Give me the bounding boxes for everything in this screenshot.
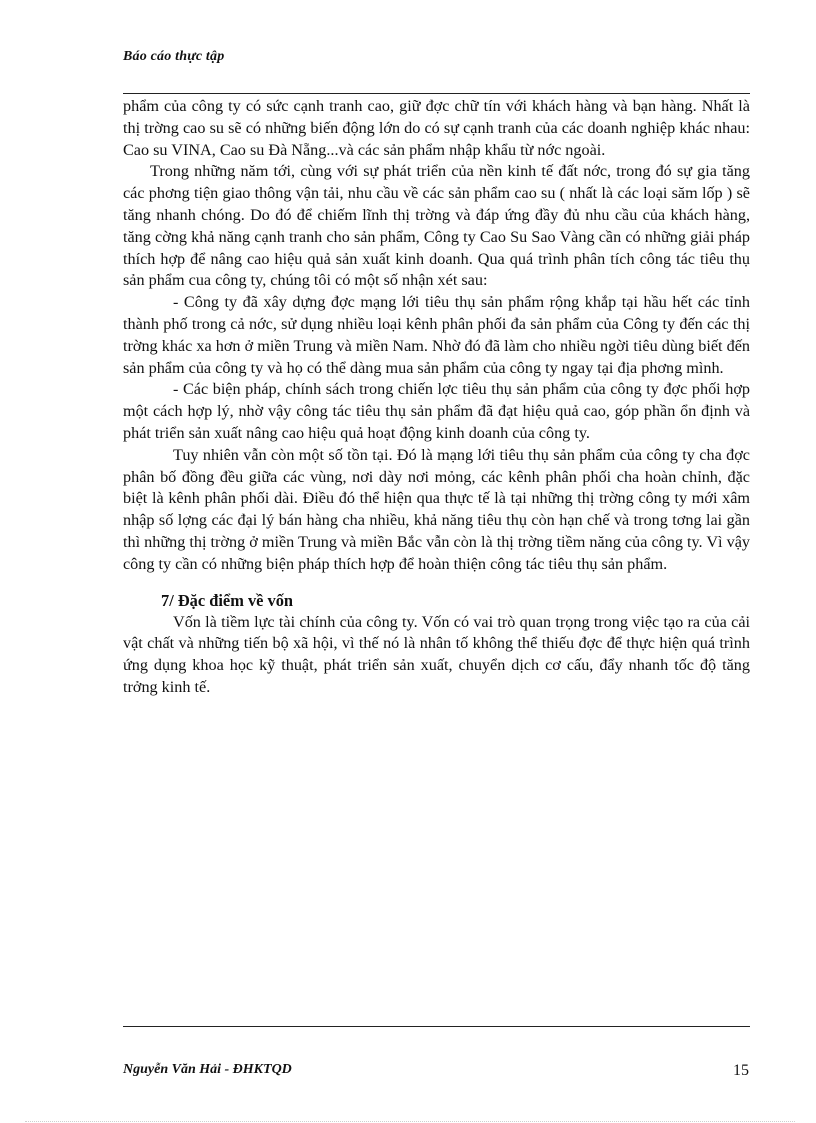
header-divider bbox=[123, 93, 750, 94]
section-heading-capital: 7/ Đặc điểm về vốn bbox=[161, 590, 294, 610]
paragraph-observation-policy: - Các biện pháp, chính sách trong chiến lợc tiêu thụ sản phẩm của công ty đợc phối hợp một cách hợp lý, nhờ vậy công tác tiêu thụ sản phẩm đã đạt hiệu quả cao, góp phần ổn định và phát triển sản xuất nâng cao hiệu quả hoạt động kinh doanh của công ty. bbox=[123, 380, 750, 442]
footer-author: Nguyễn Văn Hải - ĐHKTQD bbox=[123, 1062, 292, 1077]
paragraph-capital: Vốn là tiềm lực tài chính của công ty. Vốn có vai trò quan trọng trong việc tạo ra của cải vật chất và những tiến bộ xã hội, vì thế nó là nhân tố không thể thiếu đợc để thực hiện quá trình ứng dụng khoa học kỹ thuật, phát triển sản xuất, chuyển dịch cơ cấu, đẩy nhanh tốc độ tăng trởng kinh tế. bbox=[123, 612, 750, 696]
paragraph-shortcomings: Tuy nhiên vẫn còn một số tồn tại. Đó là mạng lới tiêu thụ sản phẩm của công ty cha đợc phân bố đồng đều giữa các vùng, nơi dày nơi mỏng, các kênh phân phối cha hoàn chỉnh, đặc biệt là kênh phân phối dài. Điều đó thể hiện qua thực tế là tại những thị trờng công ty mới xâm nhập số lợng các đại lý bán hàng cha nhiều, khả năng tiêu thụ còn hạn chế và trong tơng lai gần thì những thị trờng ở miền Trung và miền Bắc vẫn còn là thị trờng tiềm năng của công ty. Vì vậy công ty cần có những biện pháp thích hợp để hoàn thiện công tác tiêu thụ sản phẩm. bbox=[123, 445, 750, 573]
paragraph-continuation: phẩm của công ty có sức cạnh tranh cao, giữ đợc chữ tín với khách hàng và bạn hàng. Nhất là thị trờng cao su sẽ có những biến động lớn do có sự cạnh tranh của các doanh nghiệp khác nhau: Cao su VINA, Cao su Đà Nẵng...và các sản phẩm nhập khẩu từ nớc ngoài. bbox=[123, 97, 750, 159]
page-edge-divider bbox=[25, 1121, 795, 1122]
paragraph-market-outlook: Trong những năm tới, cùng với sự phát triển của nền kinh tế đất nớc, trong đó sự gia tăng các phơng tiện giao thông vận tải, nhu cầu về các sản phẩm cao su ( nhất là các loại săm lốp ) sẽ tăng nhanh chóng. Do đó để chiếm lĩnh thị trờng và đáp ứng đầy đủ nhu cầu của khách hàng, tăng cờng khả năng cạnh tranh cho sản phẩm, Công ty Cao Su Sao Vàng cần có những giải pháp thích hợp để nâng cao hiệu quả sản xuất kinh doanh. Qua quá trình phân tích công tác tiêu thụ sản phẩm cua công ty, chúng tôi có một số nhận xét sau: bbox=[123, 162, 750, 290]
footer-divider bbox=[123, 1026, 750, 1027]
paragraph-observation-network: - Công ty đã xây dựng đợc mạng lới tiêu thụ sản phẩm rộng khắp tại hầu hết các tỉnh thành phố trong cả nớc, sử dụng nhiều loại kênh phân phối đa sản phẩm của Công ty đến các thị trờng khác xa hơn ở miền Trung và miền Nam. Nhờ đó đã làm cho nhiều ngời tiêu dùng biết đến sản phẩm của công ty và họ có thể dàng mua sản phẩm của công ty ngay tại địa phơng mình. bbox=[123, 293, 750, 377]
page-body bbox=[123, 96, 750, 699]
page-number: 15 bbox=[733, 1062, 749, 1079]
page-header-title: Báo cáo thực tập bbox=[123, 49, 225, 64]
